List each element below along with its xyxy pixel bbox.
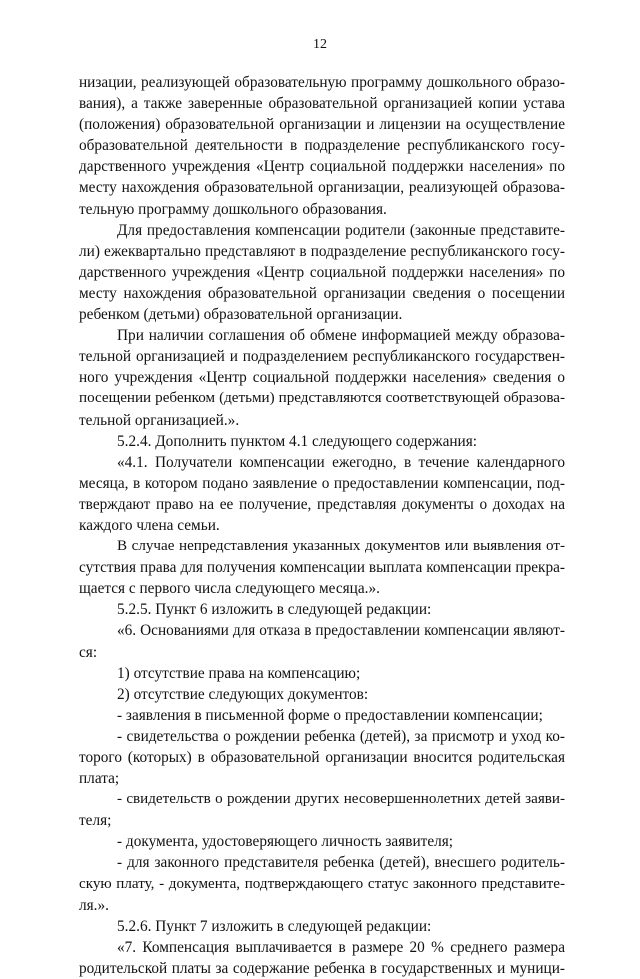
text-line: - документа, удостоверяющего личность заявителя;: [117, 833, 454, 851]
text-line: - для законного представителя ребенка (детей), внесшего родитель-: [117, 854, 565, 872]
text-line: Для предоставления компенсации родители (законные представите-: [117, 221, 565, 239]
text-line: (положения) образовательной организации и лицензии на осуществление: [79, 116, 565, 134]
text-line: торого (которых) в образовательной организации вносится родительская: [79, 749, 565, 766]
text-line: В случае непредставления указанных документов или выявления от-: [117, 538, 565, 555]
text-line: - заявления в письменной форме о предоставлении компенсации;: [117, 706, 543, 724]
text-line: плата;: [79, 770, 120, 788]
text-line: месту нахождения образовательной организации сведения о посещении: [79, 284, 565, 302]
text-line: «7. Компенсация выплачивается в размере 20 % среднего размера: [117, 938, 565, 956]
text-line: тверждают право на ее получение, представляя документы о доходах на: [79, 495, 565, 513]
text-line: 5.2.6. Пункт 7 изложить в следующей редакции:: [117, 917, 432, 935]
text-line: ребенком (детьми) образовательной организации.: [79, 306, 403, 324]
text-line: При наличии соглашения об обмене информацией между образова-: [117, 327, 565, 345]
text-line: 5.2.5. Пункт 6 изложить в следующей редакции:: [117, 601, 432, 619]
text-line: щается с первого числа следующего месяца.».: [79, 580, 380, 598]
text-line: сутствия права для получения компенсации выплата компенсации прекра-: [79, 559, 565, 577]
text-line: ли) ежеквартально представляют в подразделение республиканского госу-: [79, 242, 565, 260]
text-line: - свидетельств о рождении других несовершеннолетних детей заяви-: [117, 791, 565, 808]
text-line: дарственного учреждения «Центр социальной поддержки населения» по: [79, 158, 565, 176]
page-number: 12: [313, 37, 327, 52]
text-line: - свидетельства о рождении ребенка (детей), за присмотр и уход ко-: [117, 727, 565, 745]
text-line: месту нахождения образовательной организации, реализующей образова-: [79, 179, 565, 197]
text-line: «4.1. Получатели компенсации ежегодно, в течение календарного: [117, 453, 565, 471]
text-line: «6. Основаниями для отказа в предоставлении компенсации являют-: [117, 622, 565, 640]
text-line: дарственного учреждения «Центр социальной поддержки населения» по: [79, 263, 565, 281]
text-line: тельную программу дошкольного образования.: [79, 200, 387, 218]
text-line: каждого члена семьи.: [79, 516, 220, 534]
document-body: [79, 72, 565, 979]
text-line: вания), а также заверенные образовательной организацией копии устава: [79, 95, 565, 113]
text-line: 1) отсутствие права на компенсацию;: [117, 664, 361, 682]
text-line: теля;: [79, 812, 112, 830]
text-line: низации, реализующей образовательную программу дошкольного образо-: [79, 74, 565, 91]
text-line: тельной организацией.».: [79, 411, 240, 429]
text-line: 5.2.4. Дополнить пунктом 4.1 следующего содержания:: [117, 432, 478, 450]
text-line: скую плату, - документа, подтверждающего статус законного представите-: [79, 875, 565, 892]
text-line: 2) отсутствие следующих документов:: [117, 685, 369, 703]
text-line: ля.».: [79, 896, 109, 914]
text-line: ся:: [79, 643, 98, 661]
text-line: тельной организацией и подразделением республиканского государствен-: [79, 348, 565, 366]
text-line: родительской платы за содержание ребенка в государственных и муници-: [79, 959, 565, 977]
text-line: образовательной деятельности в подразделение республиканского госу-: [79, 137, 565, 155]
text-line: месяца, в котором подано заявление о предоставлении компенсации, под-: [79, 474, 565, 492]
text-line: посещении ребенком (детьми) представляются соответствующей образова-: [79, 390, 565, 407]
text-line: ного учреждения «Центр социальной поддержки населения» сведения о: [79, 369, 565, 387]
